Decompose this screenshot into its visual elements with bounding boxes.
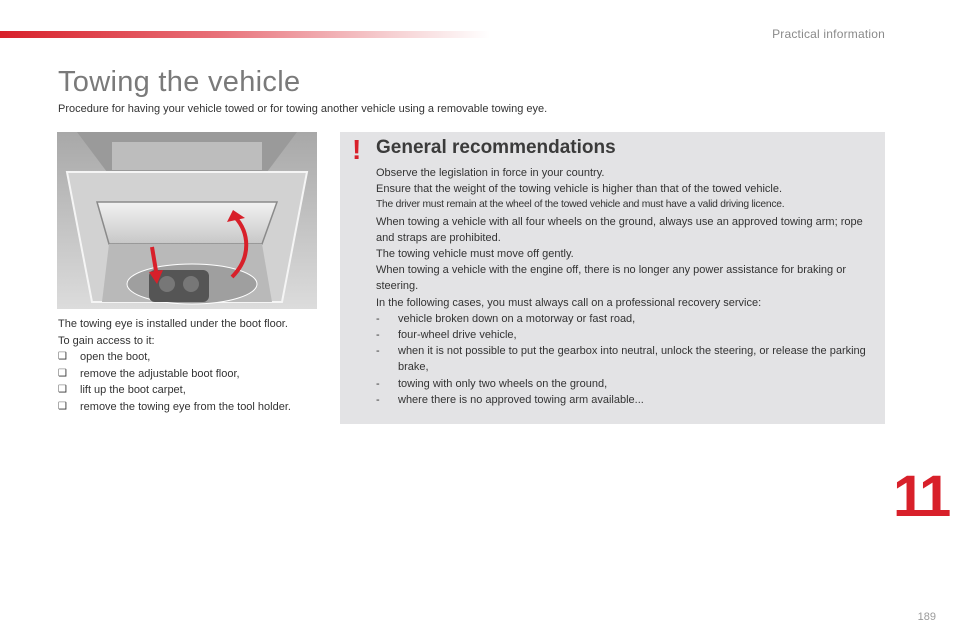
instructions-line-2: To gain access to it:: [58, 334, 155, 347]
recommendations-text: [376, 165, 866, 408]
list-item: ❑ remove the adjustable boot floor,: [58, 366, 328, 383]
page-number: 189: [917, 611, 936, 623]
warning-icon: !: [352, 134, 362, 165]
instructions-line-1: The towing eye is installed under the boot floor.: [58, 318, 288, 330]
paragraph: The driver must remain at the wheel of the towed vehicle and must have a valid driving licence.: [376, 199, 785, 211]
chapter-number: 11: [893, 464, 949, 529]
list-item: - where there is no approved towing arm available...: [376, 393, 644, 406]
checkbox-bullet-icon: ❑: [58, 351, 67, 362]
list-item: - towing with only two wheels on the ground,: [376, 377, 608, 390]
checkbox-bullet-icon: ❑: [58, 400, 67, 412]
page-title: Towing the vehicle: [58, 66, 301, 98]
checkbox-bullet-icon: ❑: [58, 367, 67, 379]
section-label: Practical information: [772, 27, 885, 41]
boot-illustration: [57, 132, 317, 309]
paragraph: When towing a vehicle with all four wheels on the ground, always use an approved towing arm; rope and straps are prohibited.: [376, 215, 863, 244]
intro-text: Procedure for having your vehicle towed or for towing another vehicle using a removable towing eye.: [58, 103, 548, 115]
list-item: - vehicle broken down on a motorway or fast road,: [376, 312, 636, 325]
paragraph: The towing vehicle must move off gently.: [376, 248, 574, 261]
panel-heading: General recommendations: [376, 137, 616, 158]
towing-eye-instructions: [58, 316, 328, 415]
paragraph: When towing a vehicle with the engine off, there is no longer any power assistance for braking or steering.: [376, 264, 847, 293]
list-item: - when it is not possible to put the gearbox into neutral, unlock the steering, or release the parking brake,: [376, 345, 866, 374]
steps-list: [58, 349, 328, 415]
paragraph: In the following cases, you must always call on a professional recovery service:: [376, 296, 762, 309]
list-item: ❑ lift up the boot carpet,: [58, 382, 328, 399]
cases-list: [376, 311, 866, 408]
paragraph: Ensure that the weight of the towing vehicle is higher than that of the towed vehicle.: [376, 183, 783, 196]
checkbox-bullet-icon: ❑: [58, 384, 67, 395]
list-item: ❑ open the boot,: [58, 349, 328, 366]
paragraph: Observe the legislation in force in your country.: [376, 167, 605, 179]
list-item: ❑ remove the towing eye from the tool holder.: [58, 399, 328, 416]
list-item: - four-wheel drive vehicle,: [376, 329, 517, 342]
header-accent-bar: [0, 31, 490, 38]
